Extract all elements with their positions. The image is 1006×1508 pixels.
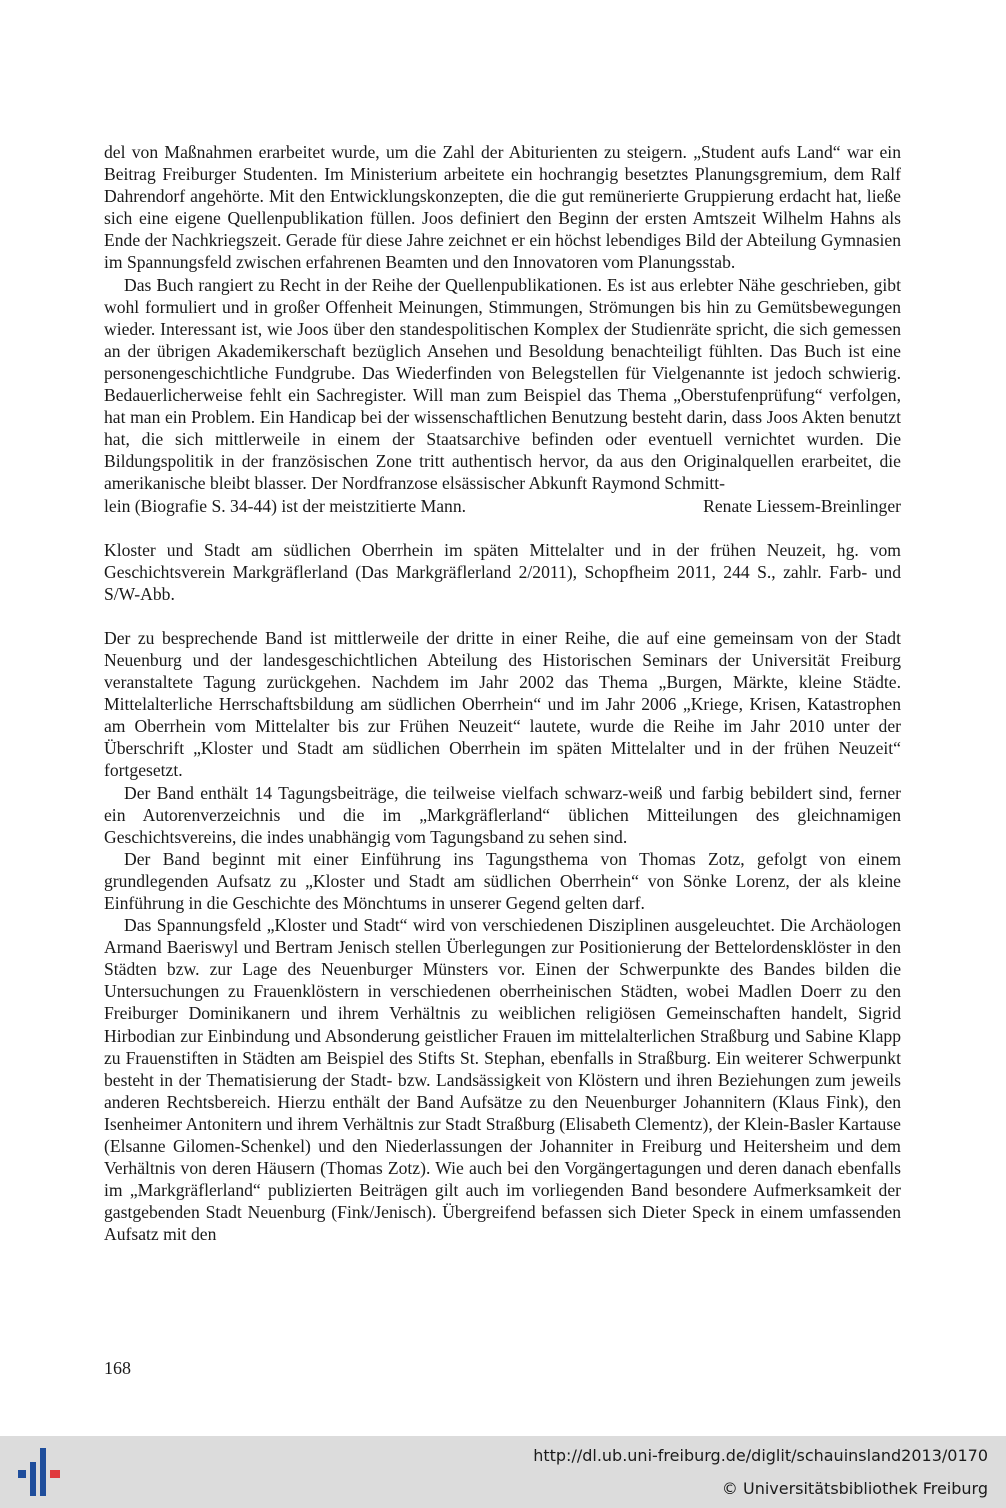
source-url-link[interactable]: http://dl.ub.uni-freiburg.de/diglit/schauinsland2013/0170	[533, 1446, 988, 1465]
body-text: lein (Biografie S. 34-44) ist der meistzitierte Mann.	[104, 495, 467, 516]
body-paragraph: Der Band enthält 14 Tagungsbeiträge, die teilweise vielfach schwarz-weiß und farbig bebildert sind, ferner ein Autorenverzeichnis und die im „Markgräflerland“ üblichen Mitteilungen des gleichnamigen Geschichtsvereins, die indes unabhängig vom Tagungsband zu sehen sind.	[104, 782, 901, 847]
page-body	[104, 141, 901, 1246]
logo-bar	[30, 1462, 36, 1496]
review-closing-line	[104, 495, 901, 517]
logo-bar	[50, 1470, 60, 1478]
review-author: Renate Liessem-Breinlinger	[703, 495, 901, 516]
body-paragraph: del von Maßnahmen erarbeitet wurde, um die Zahl der Abiturienten zu steigern. „Student aufs Land“ war ein Beitrag Freiburger Studenten. Im Ministerium arbeitete ein hochrangig besetztes Planungsgremium, dem Ralf Dahrendorf angehörte. Mit den Entwicklungskonzepten, die die gut remünerierte Gruppierung erdacht hat, ließe sich eine eigene Quellenpublikation füllen. Joos definiert den Beginn der ersten Amtszeit Wilhelm Hahns als Ende der Nachkriegszeit. Gerade für diese Jahre zeichnet er ein höchst lebendiges Bild der Abteilung Gymnasien im Spannungsfeld zwischen erfahrenen Beamten und den Innovatoren vom Planungsstab.	[104, 142, 901, 273]
logo-bar	[40, 1448, 46, 1496]
page-number: 168	[104, 1358, 131, 1378]
footer-bar	[0, 1436, 1006, 1508]
body-paragraph: Der Band beginnt mit einer Einführung ins Tagungsthema von Thomas Zotz, gefolgt von einem grundlegenden Aufsatz zu „Kloster und Stadt am südlichen Oberrhein“ von Sönke Lorenz, der als kleine Einführung in die Geschichte des Mönchtums in unserer Gegend gelten darf.	[104, 848, 901, 913]
body-paragraph: Der zu besprechende Band ist mittlerweile der dritte in einer Reihe, die auf eine gemeinsam von der Stadt Neuenburg und der landesgeschichtlichen Abteilung des Historischen Seminars der Universität Freiburg veranstaltete Tagung zurückgehen. Nachdem im Jahr 2002 das Thema „Burgen, Märkte, kleine Städte. Mittelalterliche Herrschaftsbildung am südlichen Oberrhein“ und im Jahr 2006 „Kriege, Krisen, Katastrophen am Oberrhein vom Mittelalter bis zur Frühen Neuzeit“ lautete, wurde die Reihe im Jahr 2010 unter der Überschrift „Kloster und Stadt am südlichen Oberrhein im späten Mittelalter und in der frühen Neuzeit“ fortgesetzt.	[104, 627, 901, 781]
body-paragraph: Das Spannungsfeld „Kloster und Stadt“ wird von verschiedenen Disziplinen ausgeleuchtet. Die Archäologen Armand Baeriswyl und Bertram Jenisch stellen Überlegungen zur Positionierung der Bettelordensklöster in den Städten bzw. zur Lage des Neuenburger Münsters vor. Einen der Schwerpunkte des Bandes bilden die Untersuchungen zu Frauenklöstern in verschiedenen oberrheinischen Städten, wobei Madlen Doerr zu den Freiburger Dominikanern und ihrem Verhältnis zu weiblichen religiösen Gemeinschaften handelt, Sigrid Hirbodian zur Einbindung und Absonderung geistlicher Frauen im mittelalterlichen Straßburg und Sabine Klapp zu Frauenstiften in Städten am Beispiel des Stifts St. Stephan, ebenfalls in Straßburg. Ein weiterer Schwerpunkt besteht in der Thematisierung der Stadt- bzw. Landsässigkeit von Klöstern und ihren Beziehungen zum jeweils anderen Rechtsbereich. Hierzu enthält der Band Aufsätze zu den Neuenburger Johannitern (Klaus Fink), den Isenheimer Antonitern und ihrem Verhältnis zur Stadt Straßburg (Elisabeth Clementz), der Klein-Basler Kartause (Elsanne Gilomen-Schenkel) und den Niederlassungen der Johanniter in Freiburg und Heitersheim und dem Verhältnis von deren Häusern (Thomas Zotz). Wie auch bei den Vorgängertagungen und deren danach ebenfalls im „Markgräflerland“ publizierten Beiträgen gilt auch im vorliegenden Band besondere Aufmerksamkeit der gastgebenden Stadt Neuenburg (Fink/Jenisch). Übergreifend befassen sich Dieter Speck in einem umfassenden Aufsatz mit den	[104, 915, 901, 1245]
body-paragraph: Das Buch rangiert zu Recht in der Reihe der Quellenpublikationen. Es ist aus erlebter Nähe geschrieben, gibt wohl formuliert und in großer Offenheit Meinungen, Stimmungen, Strömungen bis hin zu Gemütsbewegungen wieder. Interessant ist, wie Joos über den standespolitischen Komplex der Studienräte spricht, die sich gemessen an der übrigen Akademikerschaft bezüglich Ansehen und Besoldung benachteiligt fühlten. Das Buch ist eine personengeschichtliche Fundgrube. Das Wiederfinden von Belegstellen für Vielgenannte ist jedoch schwierig. Bedauerlicherweise fehlt ein Sachregister. Will man zum Beispiel das Thema „Oberstufenprüfung“ verfolgen, hat man ein Problem. Ein Handicap bei der wissenschaftlichen Benutzung besteht darin, dass Joos Akten benutzt hat, die sich mittlerweile in einem der Staatsarchive befinden oder eventuell vernichtet wurden. Die Bildungspolitik in der französischen Zone tritt authentisch hervor, da aus den Originalquellen erarbeitet, die amerikanische bleibt blasser. Der Nordfranzose elsässischer Abkunft Raymond Schmitt-	[104, 274, 901, 494]
copyright-notice: © Universitätsbibliothek Freiburg	[721, 1479, 988, 1498]
ub-freiburg-logo-icon	[14, 1444, 64, 1500]
logo-bar	[18, 1470, 26, 1478]
review-citation: Kloster und Stadt am südlichen Oberrhein im späten Mittelalter und in der frühen Neuzeit, hg. vom Geschichtsverein Markgräflerland (Das Markgräflerland 2/2011), Schopfheim 2011, 244 S., zahlr. Farb- und S/W-Abb.	[104, 539, 901, 604]
